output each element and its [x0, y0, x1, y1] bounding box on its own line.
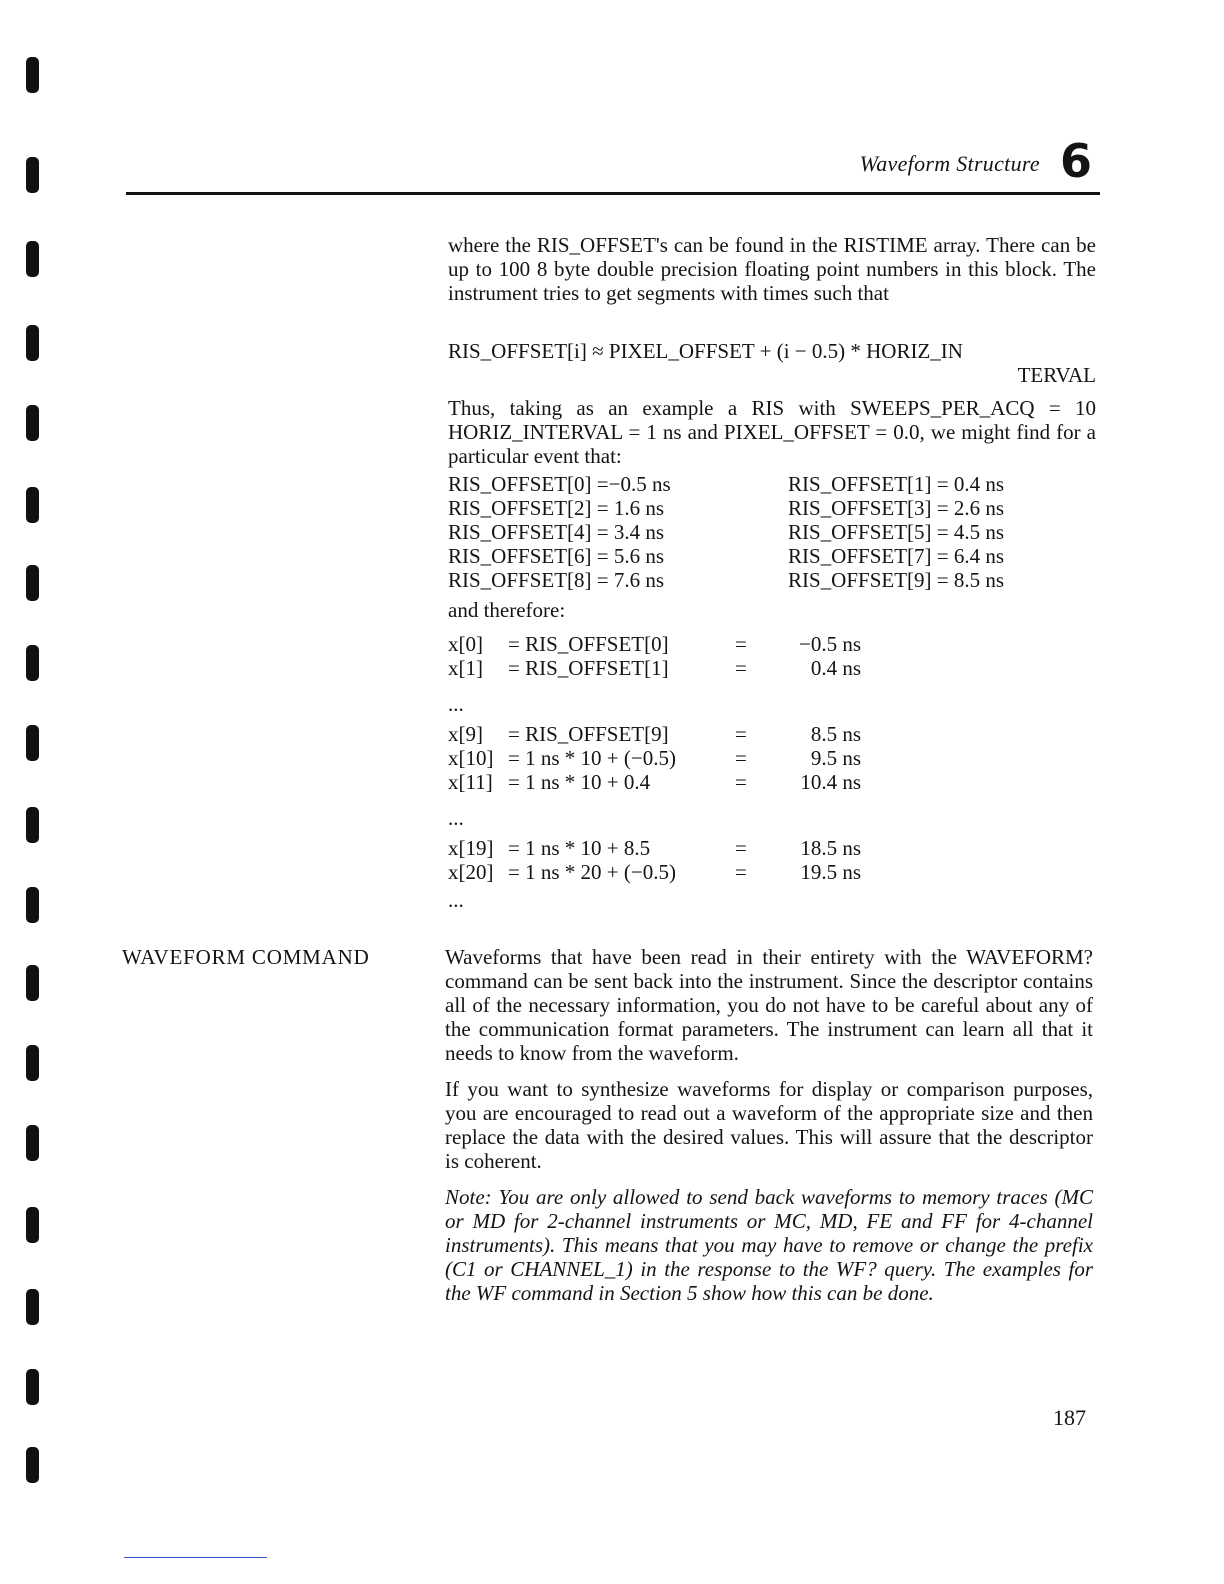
- ellipsis: ...: [448, 888, 464, 912]
- x-eq: =: [735, 632, 747, 656]
- binder-mark: [26, 965, 39, 1001]
- example-paragraph: Thus, taking as an example a RIS with SWEEPS_PER_ACQ = 10 HORIZ_INTERVAL = 1 ns and PIXEL_OFFSET = 0.0, we might find for a particular event that:: [448, 396, 1096, 468]
- table-row: [448, 656, 1096, 680]
- binder-mark: [26, 725, 39, 761]
- offset-right: RIS_OFFSET[7] = 6.4 ns: [788, 544, 1005, 568]
- table-row: [448, 496, 1096, 520]
- x-eq: =: [735, 656, 747, 680]
- binder-mark: [26, 645, 39, 681]
- binder-mark: [26, 1045, 39, 1081]
- binder-mark: [26, 405, 39, 441]
- intro-paragraph: where the RIS_OFFSET's can be found in the RISTIME array. There can be up to 100 8 byte double precision floating point numbers in this block. The instrument tries to get segments with times such that: [448, 233, 1096, 305]
- note-paragraph: Note: You are only allowed to send back waveforms to memory traces (MC or MD for 2-channel instruments or MC, MD, FE and FF for 4-channel instruments). This means that you may have to remove or change the prefix (C1 or CHANNEL_1) in the response to the WF? query. The examples for the WF command in Section 5 show how this can be done.: [445, 1185, 1093, 1305]
- x-lhs: x[1]: [448, 656, 483, 680]
- x-val: 19.5 ns: [800, 860, 861, 884]
- x-val: 0.4 ns: [810, 656, 861, 680]
- table-row: [448, 472, 1096, 496]
- x-val: 9.5 ns: [810, 746, 861, 770]
- footnote-rule: [124, 1557, 267, 1558]
- table-row: [448, 884, 1096, 912]
- offset-left: RIS_OFFSET[4] = 3.4 ns: [448, 520, 665, 544]
- header-rule: [126, 192, 1100, 195]
- table-row: [448, 568, 1096, 592]
- binder-mark: [26, 241, 39, 277]
- x-lhs: x[10]: [448, 746, 494, 770]
- ellipsis: ...: [448, 692, 464, 716]
- section-heading: WAVEFORM COMMAND: [122, 945, 370, 969]
- formula-line-1: RIS_OFFSET[i] ≈ PIXEL_OFFSET + (i − 0.5) * HORIZ_IN: [448, 339, 963, 363]
- x-val: 10.4 ns: [800, 770, 861, 794]
- x-expr: = 1 ns * 10 + 8.5: [508, 836, 651, 860]
- binder-mark: [26, 887, 39, 923]
- x-eq: =: [735, 722, 747, 746]
- table-row: [448, 860, 1096, 884]
- x-values-table: [448, 632, 1096, 912]
- x-lhs: x[20]: [448, 860, 494, 884]
- binder-mark: [26, 1289, 39, 1325]
- binder-mark: [26, 807, 39, 843]
- binder-mark: [26, 325, 39, 361]
- offset-right: RIS_OFFSET[3] = 2.6 ns: [788, 496, 1005, 520]
- table-row: [448, 746, 1096, 770]
- offset-left: RIS_OFFSET[0] =−0.5 ns: [448, 472, 671, 496]
- x-val: −0.5 ns: [798, 632, 861, 656]
- x-eq: =: [735, 746, 747, 770]
- offset-right: RIS_OFFSET[5] = 4.5 ns: [788, 520, 1005, 544]
- binder-mark: [26, 565, 39, 601]
- x-expr: = RIS_OFFSET[0]: [508, 632, 669, 656]
- table-row: [448, 722, 1096, 746]
- therefore-text: and therefore:: [448, 598, 566, 622]
- x-lhs: x[0]: [448, 632, 483, 656]
- binder-mark: [26, 487, 39, 523]
- x-expr: = RIS_OFFSET[1]: [508, 656, 669, 680]
- offset-right: RIS_OFFSET[9] = 8.5 ns: [788, 568, 1005, 592]
- table-row: [448, 680, 1096, 722]
- x-expr: = RIS_OFFSET[9]: [508, 722, 669, 746]
- table-row: [448, 836, 1096, 860]
- running-header: Waveform Structure: [859, 151, 1040, 176]
- binder-mark: [26, 157, 39, 193]
- chapter-number: 6: [1060, 134, 1093, 188]
- binder-mark: [26, 57, 39, 93]
- binder-mark: [26, 1207, 39, 1243]
- offset-left: RIS_OFFSET[2] = 1.6 ns: [448, 496, 665, 520]
- x-expr: = 1 ns * 10 + (−0.5): [508, 746, 676, 770]
- table-row: [448, 544, 1096, 568]
- offsets-table: [448, 472, 1096, 592]
- x-eq: =: [735, 770, 747, 794]
- offset-left: RIS_OFFSET[8] = 7.6 ns: [448, 568, 665, 592]
- x-val: 18.5 ns: [800, 836, 861, 860]
- table-row: [448, 770, 1096, 794]
- formula-line-2: TERVAL: [1017, 363, 1096, 387]
- table-row: [448, 632, 1096, 656]
- offset-left: RIS_OFFSET[6] = 5.6 ns: [448, 544, 665, 568]
- offset-right: RIS_OFFSET[1] = 0.4 ns: [788, 472, 1005, 496]
- x-lhs: x[9]: [448, 722, 483, 746]
- x-expr: = 1 ns * 20 + (−0.5): [508, 860, 676, 884]
- table-row: [448, 520, 1096, 544]
- x-eq: =: [735, 836, 747, 860]
- section-paragraph-2: If you want to synthesize waveforms for display or comparison purposes, you are encouraged to read out a waveform of the appropriate size and then replace the data with the desired values. This will assure that the descriptor is coherent.: [445, 1077, 1093, 1173]
- x-lhs: x[19]: [448, 836, 494, 860]
- formula: [448, 339, 1096, 387]
- x-eq: =: [735, 860, 747, 884]
- ellipsis: ...: [448, 806, 464, 830]
- x-lhs: x[11]: [448, 770, 493, 794]
- binder-mark: [26, 1447, 39, 1483]
- page-number: 187: [1053, 1405, 1086, 1430]
- table-row: [448, 794, 1096, 836]
- x-expr: = 1 ns * 10 + 0.4: [508, 770, 651, 794]
- x-val: 8.5 ns: [810, 722, 861, 746]
- binder-mark: [26, 1369, 39, 1405]
- binder-mark: [26, 1125, 39, 1161]
- section-paragraph-1: Waveforms that have been read in their entirety with the WAVEFORM? command can be sent back into the instrument. Since the descriptor contains all of the necessary information, you do not have to be careful about any of the communication format parameters. The instrument can learn all that it needs to know from the waveform.: [445, 945, 1093, 1065]
